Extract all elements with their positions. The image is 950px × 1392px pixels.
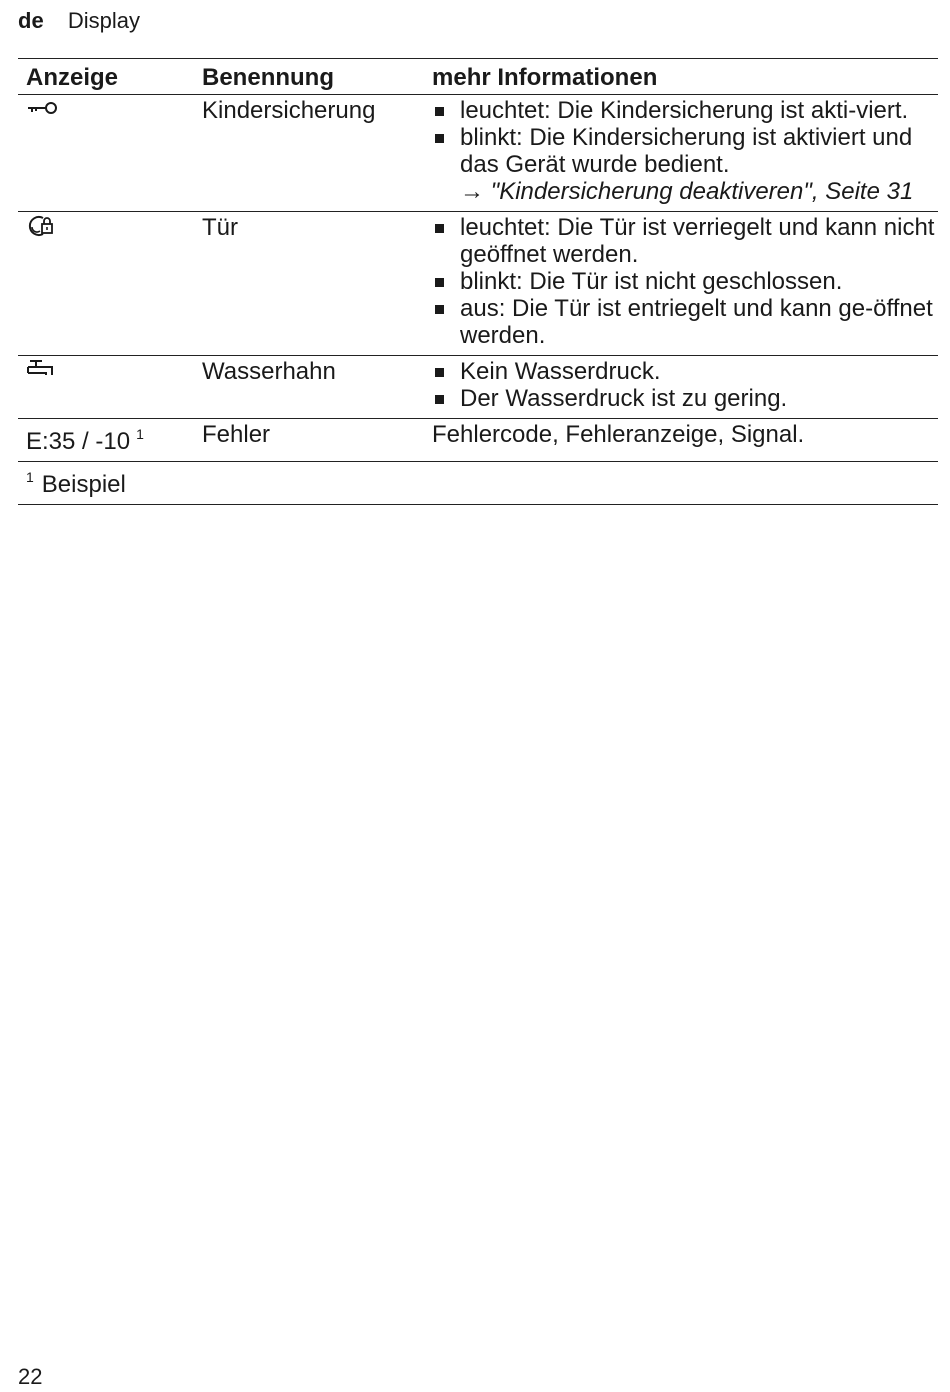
cross-reference-link[interactable]: → "Kindersicherung deaktiveren", Seite 31 [460,178,914,205]
key-lock-icon [26,97,60,121]
row-name: Wasserhahn [202,358,336,385]
list-item: blinkt: Die Tür ist nicht geschlossen. [432,268,938,295]
column-header-info: mehr Informationen [432,64,658,91]
footnote-text: Beispiel [41,471,126,498]
column-header-benennung: Benennung [202,64,334,91]
table-row [18,356,938,419]
page-header [18,8,140,34]
display-table [18,58,938,505]
list-item: leuchtet: Die Tür ist verriegelt und kann nicht geöffnet werden. [432,214,938,268]
section-title: Display [67,8,140,33]
row-info: Fehlercode, Fehleranzeige, Signal. [432,421,805,448]
language-code: de [18,8,44,33]
list-item: Kein Wasserdruck. [432,358,938,385]
table-row [18,212,938,356]
water-tap-icon [26,358,60,382]
list-item: leuchtet: Die Kindersicherung ist akti-viert. [432,97,938,124]
column-header-anzeige: Anzeige [26,64,119,91]
row-name: Kindersicherung [202,97,376,124]
page-number: 22 [18,1364,43,1389]
list-item: aus: Die Tür ist entriegelt und kann ge-öffnet werden. [432,295,938,349]
table-row [18,95,938,212]
list-item: Der Wasserdruck ist zu gering. [432,385,938,412]
row-name: Tür [202,214,238,241]
footnote-marker: 1 [136,426,144,442]
table-header-row [18,59,938,95]
footnote-row [18,462,938,505]
table-row [18,419,938,462]
footnote-mark: 1 [26,469,34,485]
list-item: blinkt: Die Kindersicherung ist aktiviert und das Gerät wurde bedient. [432,124,938,178]
row-name: Fehler [202,421,271,448]
door-lock-icon [26,214,60,238]
error-code: E:35 / -10 [26,428,131,455]
